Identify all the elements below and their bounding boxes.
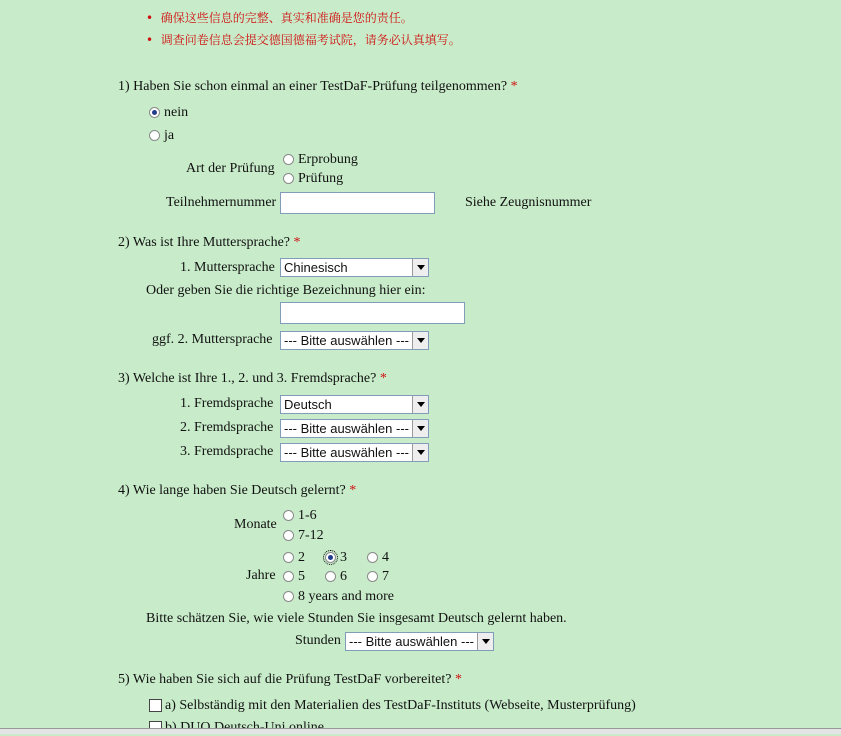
radio-monate-7-12[interactable] [283,530,294,541]
option-nein-label: nein [164,105,189,120]
chevron-down-icon[interactable] [412,420,428,437]
select-value: --- Bitte auswählen --- [349,634,474,649]
select-value: --- Bitte auswählen --- [284,445,409,460]
option-ja-label: ja [164,128,175,143]
fremdsprache-1-select[interactable] [280,395,429,414]
bullet: • [146,33,154,47]
question-2-label: 2) Was ist Ihre Muttersprache? [118,235,290,250]
option-3-label: 3 [340,550,347,565]
muttersprache-2-select[interactable] [280,331,429,350]
option-self-study-label: a) Selbständig mit den Materialien des TestDaF-Instituts (Webseite, Musterprüfung) [165,698,636,713]
radio-jahre-5[interactable] [283,571,294,582]
radio-nein[interactable] [149,107,160,118]
chevron-down-icon[interactable] [412,396,428,413]
chevron-down-icon[interactable] [412,332,428,349]
radio-pruefung[interactable] [283,173,294,184]
option-2-label: 2 [298,550,305,565]
option-1-6-label: 1-6 [298,508,317,523]
notice-1 [146,9,413,26]
select-value: --- Bitte auswählen --- [284,421,409,436]
muttersprache-1-label: 1. Muttersprache [180,260,275,275]
teilnehmernummer-label: Teilnehmernummer [166,195,277,210]
other-language-label: Oder geben Sie die richtige Bezeichnung hier ein: [146,283,426,298]
question-4-title [118,483,356,499]
notice-text: 调查问卷信息会提交德国德福考试院，请务必认真填写。 [160,33,461,47]
stunden-select[interactable] [345,632,494,651]
question-2-title [118,235,301,251]
muttersprache-2-label: ggf. 2. Muttersprache [152,332,273,347]
radio-jahre-8-plus[interactable] [283,591,294,602]
hours-instruction: Bitte schätzen Sie, wie viele Stunden Sie insgesamt Deutsch gelernt haben. [146,611,567,626]
radio-ja[interactable] [149,130,160,141]
option-8-plus-label: 8 years and more [298,589,395,604]
fremdsprache-3-label: 3. Fremdsprache [180,444,274,459]
option-6-label: 6 [340,569,347,584]
option-5-label: 5 [298,569,305,584]
radio-jahre-7[interactable] [367,571,378,582]
radio-jahre-3[interactable] [325,552,336,563]
muttersprache-1-select[interactable] [280,258,429,277]
question-3-label: 3) Welche ist Ihre 1., 2. und 3. Fremdsprache? [118,371,377,386]
option-pruefung-label: Prüfung [298,171,344,186]
zeugnisnummer-hint: Siehe Zeugnisnummer [465,195,592,210]
required-marker: * [510,79,518,94]
other-language-input[interactable] [280,302,465,324]
fremdsprache-1-label: 1. Fremdsprache [180,396,274,411]
fremdsprache-3-select[interactable] [280,443,429,462]
select-value: --- Bitte auswählen --- [284,333,409,348]
chevron-down-icon[interactable] [412,444,428,461]
option-7-label: 7 [382,569,389,584]
jahre-label: Jahre [246,568,276,583]
bottom-divider [0,728,841,734]
required-marker: * [293,235,301,250]
question-1-title [118,79,518,95]
question-4-label: 4) Wie lange haben Sie Deutsch gelernt? [118,483,346,498]
radio-monate-1-6[interactable] [283,510,294,521]
checkbox-self-study[interactable] [149,699,162,712]
required-marker: * [454,672,462,687]
radio-jahre-6[interactable] [325,571,336,582]
radio-jahre-4[interactable] [367,552,378,563]
required-marker: * [349,483,357,498]
option-4-label: 4 [382,550,389,565]
stunden-label: Stunden [295,633,341,648]
art-der-pruefung-label: Art der Prüfung [186,161,275,176]
notice-2 [146,31,461,48]
chevron-down-icon[interactable] [477,633,493,650]
option-7-12-label: 7-12 [298,528,324,543]
select-value: Deutsch [284,397,332,412]
question-1-label: 1) Haben Sie schon einmal an einer TestDaF-Prüfung teilgenommen? [118,79,508,94]
radio-jahre-2[interactable] [283,552,294,563]
fremdsprache-2-select[interactable] [280,419,429,438]
question-5-label: 5) Wie haben Sie sich auf die Prüfung TestDaF vorbereitet? [118,672,452,687]
select-value: Chinesisch [284,260,348,275]
bullet: • [146,11,154,25]
notice-text: 确保这些信息的完整、真实和准确是您的责任。 [160,11,413,25]
teilnehmernummer-input[interactable] [280,192,435,214]
question-3-title [118,371,387,387]
radio-erprobung[interactable] [283,154,294,165]
fremdsprache-2-label: 2. Fremdsprache [180,420,274,435]
required-marker: * [379,371,387,386]
monate-label: Monate [234,517,277,532]
chevron-down-icon[interactable] [412,259,428,276]
question-5-title [118,672,462,688]
option-erprobung-label: Erprobung [298,152,358,167]
